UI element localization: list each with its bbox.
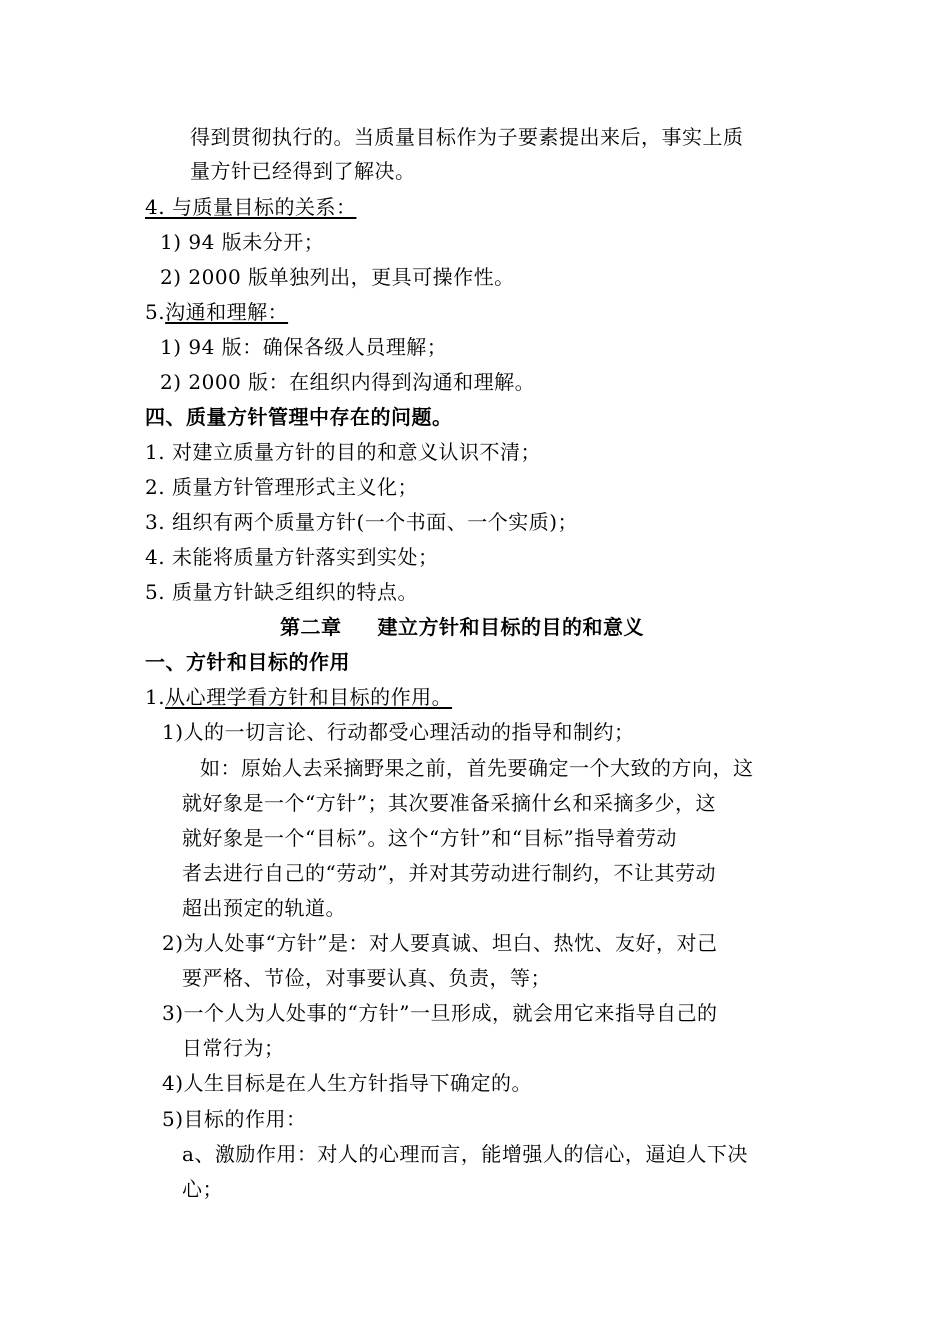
section-heading-four: 四、质量方针管理中存在的问题。 [145,405,453,429]
example-paragraph-line: 就好象是一个“方针”；其次要准备采摘什幺和采摘多少，这 [182,791,716,815]
example-paragraph-line: 如：原始人去采摘野果之前，首先要确定一个大致的方向，这 [200,756,754,780]
paragraph-line: 量方针已经得到了解决。 [190,159,416,183]
list-item: 5)目标的作用： [162,1107,307,1131]
list-item: 5. 质量方针缺乏组织的特点。 [145,580,418,604]
chapter-number: 第二章 [280,615,342,639]
section-heading-5-title: 沟通和理解： [165,300,289,324]
chapter-name: 建立方针和目标的目的和意义 [377,615,644,639]
sub-list-item-continuation: 心； [182,1177,223,1201]
section-heading-one: 一、方针和目标的作用 [145,650,350,674]
list-item: 2)为人处事“方针”是：对人要真诚、坦白、热忱、友好，对己 [162,931,718,955]
list-item: 3)一个人为人处事的“方针”一旦形成，就会用它来指导自己的 [162,1001,718,1025]
section-heading-4: 4. 与质量目标的关系： [145,195,357,219]
list-item-continuation: 要严格、节俭，对事要认真、负责，等； [182,966,551,990]
example-paragraph-line: 就好象是一个“目标”。这个“方针”和“目标”指导着劳动 [182,826,677,850]
example-paragraph-line: 者去进行自己的“劳动”，并对其劳动进行制约，不让其劳动 [182,861,716,885]
sub-list-item: a、激励作用：对人的心理而言，能增强人的信心，逼迫人下决 [182,1142,748,1166]
list-item: 2. 质量方针管理形式主义化； [145,475,418,499]
list-item-continuation: 日常行为； [182,1036,285,1060]
subsection-title: 从心理学看方针和目标的作用。 [165,685,453,709]
list-item: 1. 对建立质量方针的目的和意义认识不清； [145,440,541,464]
list-item: 2) 2000 版：在组织内得到沟通和理解。 [160,370,536,394]
subsection-number: 1. [145,685,166,709]
list-item: 1) 94 版未分开； [160,230,325,254]
subsection-heading [145,684,452,710]
paragraph-line: 得到贯彻执行的。当质量目标作为子要素提出来后，事实上质 [190,125,744,149]
list-item: 4. 未能将质量方针落实到实处； [145,545,439,569]
list-item: 4)人生目标是在人生方针指导下确定的。 [162,1071,533,1095]
list-item: 1)人的一切言论、行动都受心理活动的指导和制约； [162,720,635,744]
section-heading-5-number: 5. [145,300,166,324]
section-heading-5-text [145,300,288,324]
example-paragraph-line: 超出预定的轨道。 [182,896,346,920]
chapter-title [280,614,644,640]
section-heading-5 [145,299,288,325]
list-item: 2) 2000 版单独列出，更具可操作性。 [160,265,515,289]
list-item: 1) 94 版：确保各级人员理解； [160,335,448,359]
list-item: 3. 组织有两个质量方针(一个书面、一个实质)； [145,510,579,534]
